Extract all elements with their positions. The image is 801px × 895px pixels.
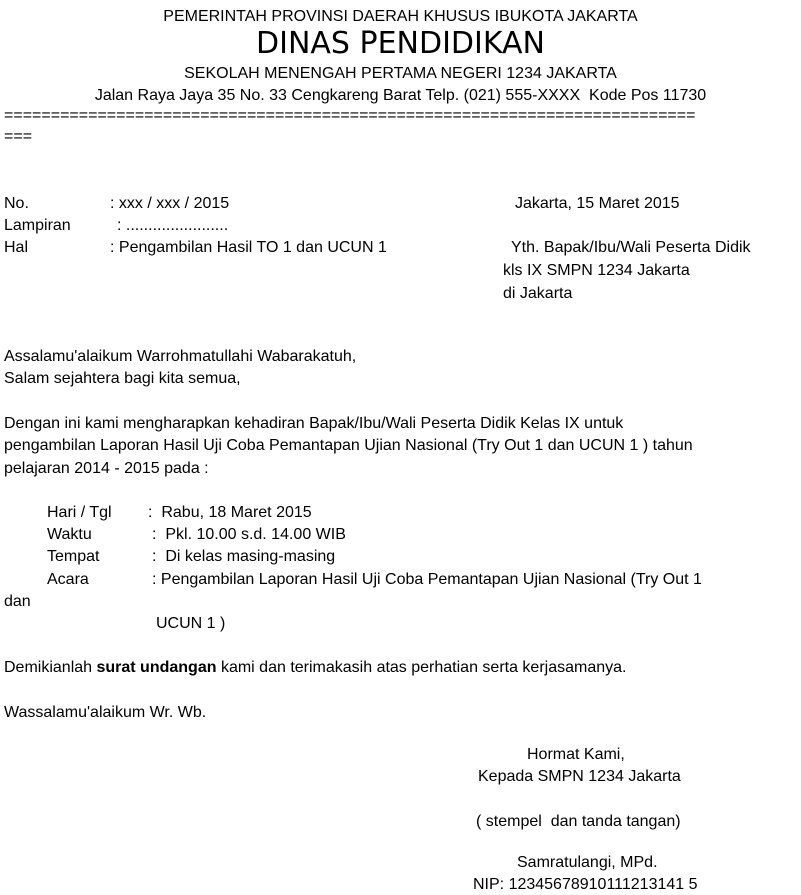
event-value-wrap: dan [4, 593, 31, 610]
closing-line [4, 658, 626, 678]
greeting-line2: Salam sejahtera bagi kita semua, [4, 370, 241, 387]
day-label: Hari / Tgl [47, 504, 112, 521]
school-address: Jalan Raya Jaya 35 No. 33 Cengkareng Barat Telp. (021) 555-XXXX Kode Pos 11730 [94, 87, 707, 104]
number-label: No. [4, 195, 29, 212]
letter-date: Jakarta, 15 Maret 2015 [515, 195, 680, 212]
closing-text-bold: surat undangan [96, 659, 217, 676]
paragraph-line1: Dengan ini kami mengharapkan kehadiran Bapak/Ibu/Wali Peserta Didik Kelas IX untuk [4, 415, 624, 432]
signature-line2: Kepada SMPN 1234 Jakarta [478, 768, 681, 785]
time-value: : Pkl. 10.00 s.d. 14.00 WIB [152, 526, 346, 543]
attachment-label: Lampiran [4, 217, 71, 234]
recipient-line1: Yth. Bapak/Ibu/Wali Peserta Didik [511, 239, 751, 256]
recipient-line3: di Jakarta [503, 285, 573, 302]
stamp-placeholder: ( stempel dan tanda tangan) [476, 813, 681, 830]
place-label: Tempat [47, 548, 100, 565]
farewell: Wassalamu'alaikum Wr. Wb. [4, 704, 207, 721]
office-name: DINAS PENDIDIKAN [256, 26, 545, 61]
signer-name: Samratulangi, MPd. [517, 854, 658, 871]
event-value-cont: UCUN 1 ) [156, 615, 226, 632]
subject-value: : Pengambilan Hasil TO 1 dan UCUN 1 [110, 239, 387, 256]
time-label: Waktu [47, 526, 92, 543]
attachment-value: : ....................... [117, 217, 229, 234]
divider-rule: ========================================================================== [4, 107, 696, 124]
signature-line1: Hormat Kami, [527, 746, 625, 763]
event-label: Acara [47, 571, 89, 588]
school-name: SEKOLAH MENENGAH PERTAMA NEGERI 1234 JAKARTA [184, 65, 617, 82]
number-value: : xxx / xxx / 2015 [110, 195, 230, 212]
day-value: : Rabu, 18 Maret 2015 [148, 504, 312, 521]
greeting-line1: Assalamu'alaikum Warrohmatullahi Wabarakatuh, [4, 348, 357, 365]
paragraph-line2: pengambilan Laporan Hasil Uji Coba Pemantapan Ujian Nasional (Try Out 1 dan UCUN 1 ) tahun [4, 437, 693, 454]
closing-text-end: kami dan terimakasih atas perhatian serta kerjasamanya. [216, 659, 627, 676]
divider-rule-overflow: === [4, 128, 33, 145]
signer-nip: NIP: 12345678910111213141 5 [473, 876, 698, 893]
paragraph-line3: pelajaran 2014 - 2015 pada : [4, 460, 209, 477]
place-value: : Di kelas masing-masing [152, 548, 336, 565]
closing-text-start: Demikianlah [4, 659, 97, 676]
government-name: PEMERINTAH PROVINSI DAERAH KHUSUS IBUKOTA JAKARTA [163, 8, 638, 25]
event-value: : Pengambilan Laporan Hasil Uji Coba Pemantapan Ujian Nasional (Try Out 1 [152, 571, 702, 588]
recipient-line2: kls IX SMPN 1234 Jakarta [503, 262, 690, 279]
subject-label: Hal [4, 239, 29, 256]
